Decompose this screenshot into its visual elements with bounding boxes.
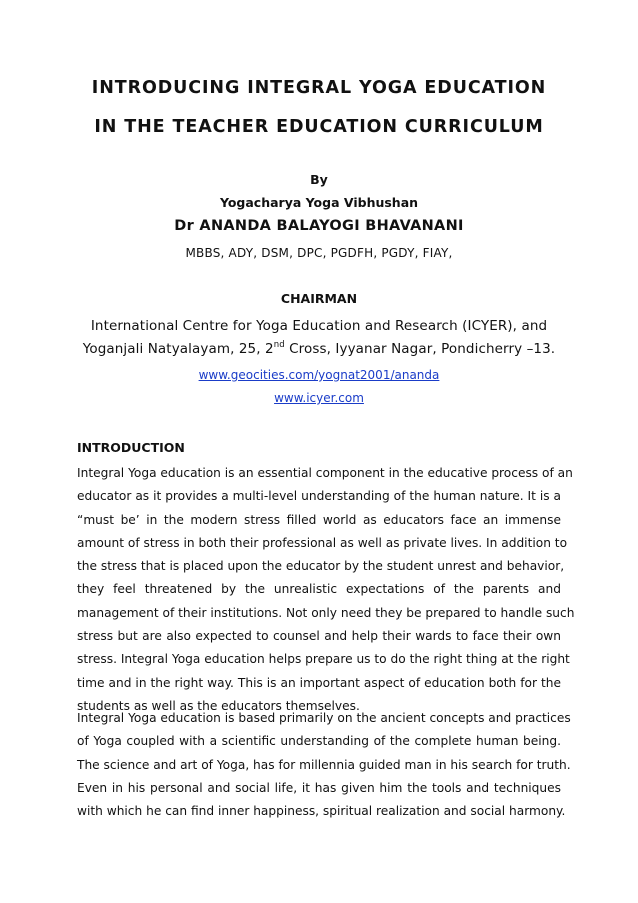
- paragraph-line: with which he can find inner happiness, spiritual realization and social harmony.: [77, 804, 566, 819]
- section-heading-introduction: INTRODUCTION: [77, 440, 185, 455]
- author-name: Dr ANANDA BALAYOGI BHAVANANI: [174, 218, 464, 234]
- paragraph-line: of Yoga coupled with a scientific understanding of the complete human being.: [77, 734, 561, 749]
- geocities-link[interactable]: www.geocities.com/yognat2001/ananda: [198, 368, 440, 382]
- author-qualifications: MBBS, ADY, DSM, DPC, PGDFH, PGDY, FIAY,: [185, 246, 453, 260]
- byline-by: By: [310, 172, 328, 187]
- author-role: CHAIRMAN: [280, 291, 358, 306]
- paragraph-line: Even in his personal and social life, it has given him the tools and techniques: [77, 780, 561, 795]
- paragraph-line: stress but are also expected to counsel and help their wards to face their own: [77, 629, 561, 644]
- paragraph-line: management of their institutions. Not only need they be prepared to handle such: [77, 605, 575, 620]
- ordinal-superscript: nd: [273, 340, 285, 350]
- address-text-post: Cross, Iyyanar Nagar, Pondicherry –13.: [284, 341, 556, 357]
- address-text-pre: Yoganjali Natyalayam, 25, 2: [82, 341, 274, 357]
- title-line-1: INTRODUCING INTEGRAL YOGA EDUCATION: [91, 78, 547, 98]
- affiliation-line-2: [0, 341, 638, 357]
- link-row-1: [0, 364, 638, 383]
- paragraph-line: educator as it provides a multi-level understanding of the human nature. It is a: [77, 489, 561, 504]
- link-row-2: [0, 387, 638, 406]
- paragraph-line: time and in the right way. This is an important aspect of education both for the: [77, 675, 561, 690]
- paragraph-line: Integral Yoga education is an essential component in the educative process of an: [77, 466, 573, 480]
- paragraph-line: amount of stress in both their professional as well as private lives. In addition to: [77, 535, 568, 550]
- paragraph-2: [77, 707, 571, 823]
- author-honorific: Yogacharya Yoga Vibhushan: [219, 195, 419, 210]
- paragraph-line: stress. Integral Yoga education helps prepare us to do the right thing at the right: [77, 652, 570, 667]
- paragraph-line: The science and art of Yoga, has for millennia guided man in his search for truth.: [77, 757, 571, 772]
- paragraph-line: “must be’ in the modern stress filled world as educators face an immense: [77, 512, 561, 527]
- paragraph-line: students as well as the educators themselves.: [77, 698, 360, 713]
- paragraph-line: they feel threatened by the unrealistic expectations of the parents and: [77, 582, 561, 597]
- affiliation-line-1: International Centre for Yoga Education and Research (ICYER), and: [90, 318, 548, 334]
- icyer-link[interactable]: www.icyer.com: [274, 391, 364, 405]
- title-line-2: IN THE TEACHER EDUCATION CURRICULUM: [94, 117, 544, 137]
- paragraph-line: Integral Yoga education is based primarily on the ancient concepts and practices: [77, 711, 571, 725]
- paragraph-line: the stress that is placed upon the educator by the student unrest and behavior,: [77, 559, 565, 574]
